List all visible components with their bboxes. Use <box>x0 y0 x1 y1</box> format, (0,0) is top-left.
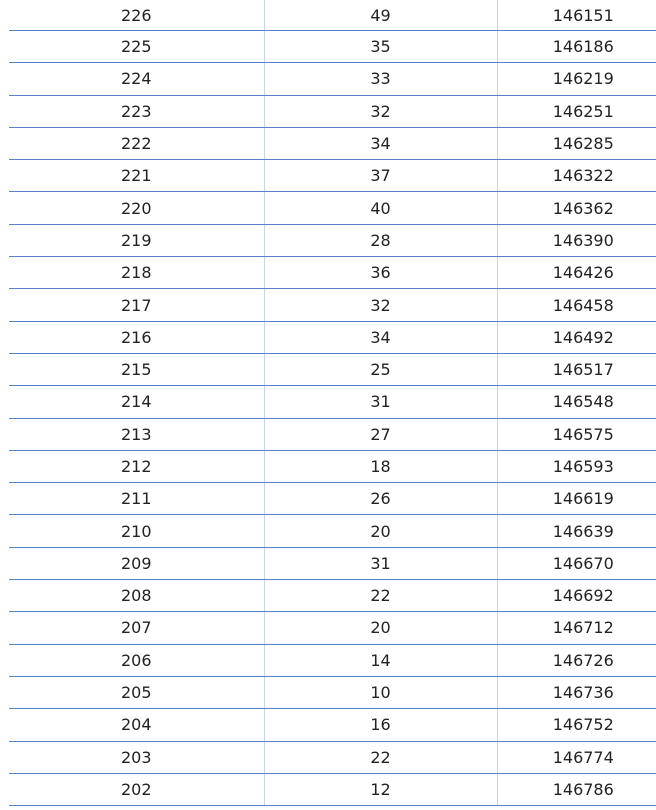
count-cell: 35 <box>264 31 497 63</box>
table-row <box>9 321 656 353</box>
score-cell: 210 <box>9 515 264 547</box>
score-cell: 226 <box>9 0 264 31</box>
score-cell: 218 <box>9 257 264 289</box>
score-cell: 220 <box>9 192 264 224</box>
count-cell: 49 <box>264 0 497 31</box>
score-cell: 216 <box>9 321 264 353</box>
table-row <box>9 192 656 224</box>
score-cell: 217 <box>9 289 264 321</box>
table-row <box>9 515 656 547</box>
table-row <box>9 63 656 95</box>
cumulative-cell: 146285 <box>497 127 656 159</box>
table-row <box>9 450 656 482</box>
table-row <box>9 580 656 612</box>
table-row <box>9 95 656 127</box>
cumulative-cell: 146219 <box>497 63 656 95</box>
count-cell: 33 <box>264 63 497 95</box>
table-row <box>9 709 656 741</box>
count-cell: 34 <box>264 321 497 353</box>
count-cell: 25 <box>264 353 497 385</box>
cumulative-cell: 146575 <box>497 418 656 450</box>
table-row <box>9 644 656 676</box>
table-row <box>9 418 656 450</box>
cumulative-cell: 146517 <box>497 353 656 385</box>
cumulative-cell: 146692 <box>497 580 656 612</box>
table-row <box>9 676 656 708</box>
score-cell: 225 <box>9 31 264 63</box>
count-cell: 32 <box>264 289 497 321</box>
score-cell: 215 <box>9 353 264 385</box>
score-table-container <box>9 0 656 806</box>
count-cell: 34 <box>264 127 497 159</box>
count-cell: 22 <box>264 741 497 773</box>
table-row <box>9 127 656 159</box>
score-cell: 205 <box>9 676 264 708</box>
score-cell: 224 <box>9 63 264 95</box>
score-cell: 211 <box>9 483 264 515</box>
count-cell: 22 <box>264 580 497 612</box>
score-cell: 223 <box>9 95 264 127</box>
table-row <box>9 483 656 515</box>
score-cell: 221 <box>9 160 264 192</box>
cumulative-cell: 146726 <box>497 644 656 676</box>
table-row <box>9 386 656 418</box>
count-cell: 20 <box>264 612 497 644</box>
cumulative-cell: 146619 <box>497 483 656 515</box>
cumulative-cell: 146736 <box>497 676 656 708</box>
table-row <box>9 160 656 192</box>
count-cell: 28 <box>264 224 497 256</box>
table-row <box>9 289 656 321</box>
cumulative-cell: 146670 <box>497 547 656 579</box>
score-cell: 213 <box>9 418 264 450</box>
cumulative-cell: 146458 <box>497 289 656 321</box>
cumulative-cell: 146786 <box>497 773 656 805</box>
cumulative-cell: 146390 <box>497 224 656 256</box>
count-cell: 16 <box>264 709 497 741</box>
count-cell: 31 <box>264 547 497 579</box>
cumulative-cell: 146548 <box>497 386 656 418</box>
table-row <box>9 741 656 773</box>
cumulative-cell: 146362 <box>497 192 656 224</box>
score-table <box>9 0 656 806</box>
count-cell: 36 <box>264 257 497 289</box>
cumulative-cell: 146186 <box>497 31 656 63</box>
count-cell: 31 <box>264 386 497 418</box>
table-row <box>9 0 656 31</box>
cumulative-cell: 146774 <box>497 741 656 773</box>
table-row <box>9 547 656 579</box>
score-cell: 207 <box>9 612 264 644</box>
score-cell: 219 <box>9 224 264 256</box>
score-cell: 222 <box>9 127 264 159</box>
count-cell: 20 <box>264 515 497 547</box>
table-row <box>9 31 656 63</box>
cumulative-cell: 146251 <box>497 95 656 127</box>
score-cell: 208 <box>9 580 264 612</box>
count-cell: 40 <box>264 192 497 224</box>
cumulative-cell: 146712 <box>497 612 656 644</box>
score-cell: 214 <box>9 386 264 418</box>
cumulative-cell: 146639 <box>497 515 656 547</box>
score-cell: 209 <box>9 547 264 579</box>
score-table-body <box>9 0 656 806</box>
count-cell: 27 <box>264 418 497 450</box>
table-row <box>9 353 656 385</box>
cumulative-cell: 146593 <box>497 450 656 482</box>
cumulative-cell: 146322 <box>497 160 656 192</box>
count-cell: 37 <box>264 160 497 192</box>
count-cell: 10 <box>264 676 497 708</box>
score-cell: 212 <box>9 450 264 482</box>
count-cell: 32 <box>264 95 497 127</box>
table-row <box>9 224 656 256</box>
table-row <box>9 773 656 805</box>
score-cell: 206 <box>9 644 264 676</box>
cumulative-cell: 146426 <box>497 257 656 289</box>
count-cell: 12 <box>264 773 497 805</box>
table-row <box>9 257 656 289</box>
count-cell: 14 <box>264 644 497 676</box>
score-cell: 204 <box>9 709 264 741</box>
cumulative-cell: 146492 <box>497 321 656 353</box>
cumulative-cell: 146151 <box>497 0 656 31</box>
score-cell: 203 <box>9 741 264 773</box>
count-cell: 18 <box>264 450 497 482</box>
count-cell: 26 <box>264 483 497 515</box>
table-row <box>9 612 656 644</box>
cumulative-cell: 146752 <box>497 709 656 741</box>
score-cell: 202 <box>9 773 264 805</box>
